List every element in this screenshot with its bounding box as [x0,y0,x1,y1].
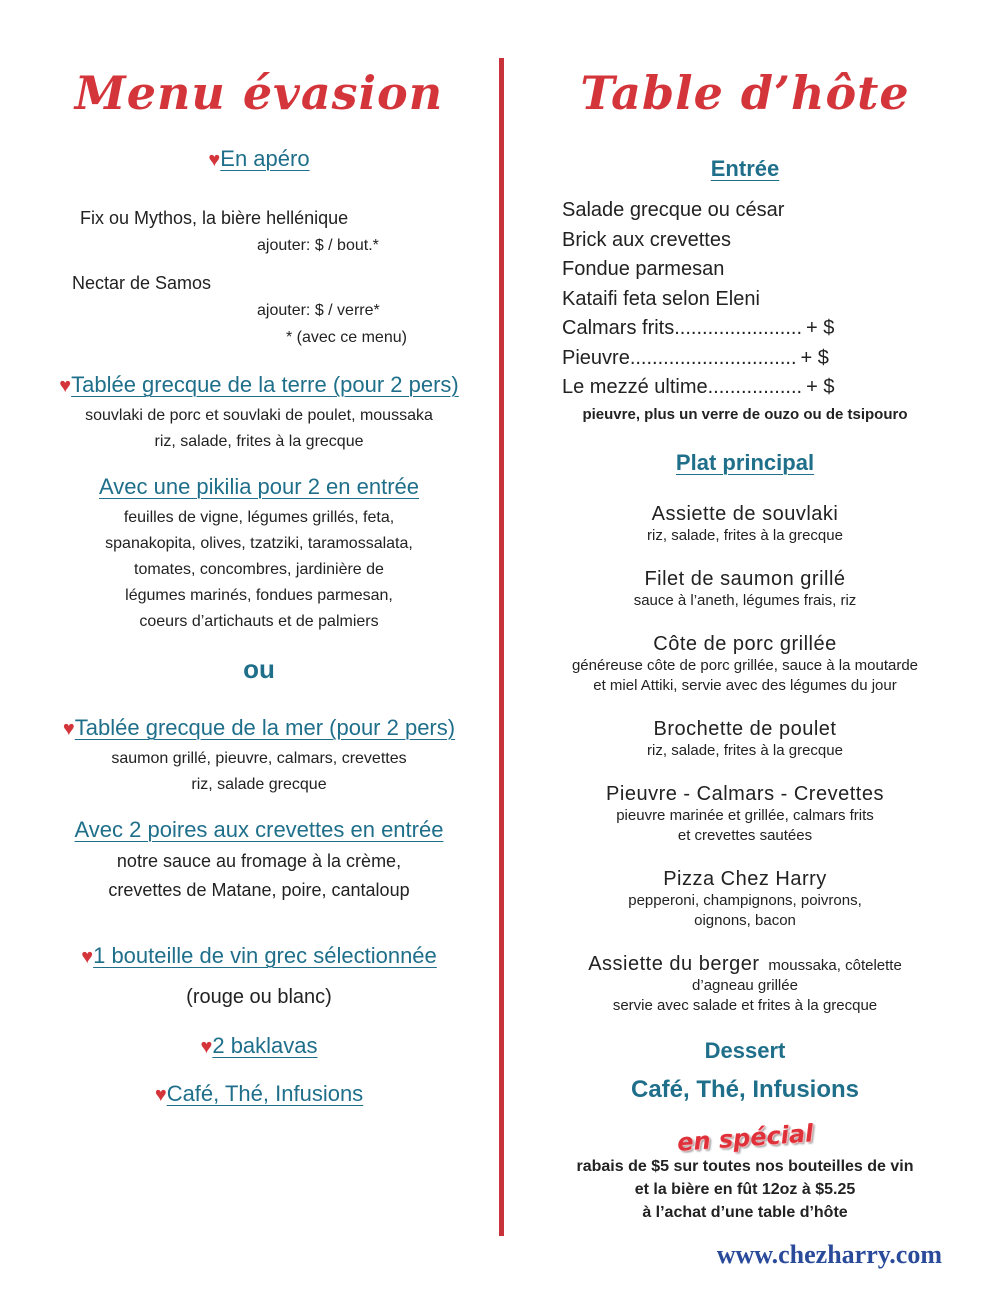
menu-evasion-title: Menu évasion [74,66,444,120]
vin-sub: (rouge ou blanc) [186,986,332,1008]
plat-item: Assiette de souvlaki riz, salade, frites à la grecque [647,503,843,544]
heart-icon: ♥ [81,946,94,968]
apero-item-beer-price: ajouter: $ / bout.* [257,237,379,254]
entree-item: Salade grecque ou césar [562,199,785,221]
entree-extra-name: Calmars frits [562,317,675,339]
special-line: et la bière en fût 12oz à $5.25 [634,1181,856,1198]
pikilia-line: feuilles de vigne, légumes grillés, feta, [123,509,395,526]
poires-heading: Avec 2 poires aux crevettes en entrée [74,817,444,842]
entree-extra-name: Pieuvre [562,346,630,369]
entree-list [562,196,942,403]
dot-leader: ................. [707,376,803,398]
apero-note: * (avec ce menu) [286,329,407,346]
cafe-heading: Café, Thé, Infusions [630,1076,860,1103]
plat-item: Brochette de poulet riz, salade, frites à la grecque [647,718,843,759]
apero-item-nectar: Nectar de Samos [72,273,212,293]
apero-heading: ♥En apéro [208,146,310,171]
tablee-mer-heading: ♥Tablée grecque de la mer (pour 2 pers) [62,715,456,740]
poires-line: notre sauce au fromage à la crème, [116,851,402,871]
apero-item-beer: Fix ou Mythos, la bière hellénique [80,208,349,228]
dessert-heading: Dessert [704,1038,786,1063]
tablee-terre-line: souvlaki de porc et souvlaki de poulet, moussaka [85,407,433,424]
heart-icon: ♥ [200,1036,213,1058]
pikilia-line: légumes marinés, fondues parmesan, [125,587,393,604]
plat-item: Pizza Chez Harry pepperoni, champignons, poivrons, oignons, bacon [628,868,862,929]
entree-item: Fondue parmesan [562,258,725,280]
tablee-mer-line: saumon grillé, pieuvre, calmars, crevettes [111,750,407,767]
plat-item: Filet de saumon grillé sauce à l’aneth, légumes frais, riz [633,568,857,609]
plat-item: Côte de porc grillée généreuse côte de porc grillée, sauce à la moutarde et miel Attiki, servie avec des légumes du jour [571,633,919,694]
heart-icon: ♥ [62,718,75,740]
website-link[interactable]: www.chezharry.com [716,1240,942,1269]
poires-line: crevettes de Matane, poire, cantaloup [108,880,410,900]
entree-heading: Entrée [710,156,780,181]
entree-extra-price: + $ [800,346,829,369]
pikilia-line: coeurs d’artichauts et de palmiers [139,613,379,630]
dot-leader: .............................. [629,346,797,369]
heart-icon: ♥ [59,375,72,397]
dot-leader: ....................... [674,317,803,339]
tablee-terre-line: riz, salade, frites à la grecque [154,433,364,450]
table-dhote-title: Table d’hôte [580,66,910,120]
plat-item: Pieuvre - Calmars - Crevettes pieuvre marinée et grillée, calmars frits et crevettes sautées [606,783,884,844]
entree-extra [562,344,942,374]
entree-item: Brick aux crevettes [562,228,731,251]
vin-heading: ♥1 bouteille de vin grec sélectionnée [81,943,437,968]
entree-extra-name: Le mezzé ultime [562,376,708,398]
heart-icon: ♥ [154,1084,167,1106]
plat-item-berger: Assiette du berger moussaka, côtelette d’agneau grillée servie avec salade et frites à la grecque [588,953,902,1014]
ou-separator: ou [243,654,275,684]
heart-icon: ♥ [208,149,221,171]
entree-item: Kataifi feta selon Eleni [562,287,760,310]
column-divider [499,58,504,1236]
entree-extra [562,314,942,344]
plat-heading: Plat principal [675,450,815,475]
tablee-terre-heading: ♥Tablée grecque de la terre (pour 2 pers) [59,372,459,397]
special-line: à l’achat d’une table d’hôte [642,1204,848,1221]
cafe-heading: ♥Café, Thé, Infusions [154,1081,364,1106]
pikilia-line: tomates, concombres, jardinière de [134,561,384,578]
pikilia-line: spanakopita, olives, tzatziki, taramossalata, [105,535,413,552]
entree-extra-price: + $ [806,376,835,398]
entree-extra [562,373,942,403]
tablee-mer-line: riz, salade grecque [191,776,327,793]
special-line: rabais de $5 sur toutes nos bouteilles de vin [576,1158,914,1175]
baklavas-heading: ♥2 baklavas [200,1033,318,1058]
apero-item-nectar-price: ajouter: $ / verre* [257,302,380,319]
entree-extra-price: + $ [806,317,835,339]
pikilia-heading: Avec une pikilia pour 2 en entrée [98,474,420,499]
special-badge: en spécial [676,1119,814,1157]
mezze-note: pieuvre, plus un verre de ouzo ou de tsipouro [582,406,908,423]
